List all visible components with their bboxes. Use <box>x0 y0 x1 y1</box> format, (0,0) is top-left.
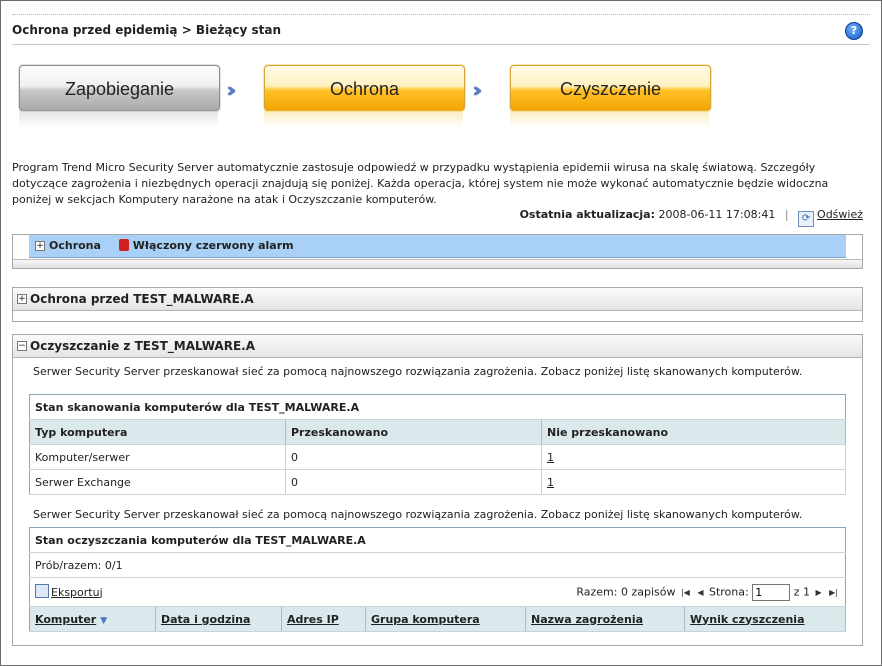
pager <box>576 584 840 601</box>
last-update-value: 2008-06-11 17:08:41 <box>658 208 776 221</box>
prev-page-icon[interactable]: ◀ <box>697 588 704 597</box>
page-input[interactable] <box>752 584 790 601</box>
next-page-icon[interactable]: ▶ <box>815 588 822 597</box>
step-prevention[interactable]: Zapobieganie <box>19 65 220 111</box>
double-chevron-right-icon: ››› <box>226 78 230 102</box>
scan-table-caption: Stan skanowania komputerów dla TEST_MALWARE.A <box>30 395 846 420</box>
column-header-datetime[interactable]: Data i godzina <box>156 607 282 632</box>
panel-protection-against-header[interactable] <box>13 288 862 311</box>
not-scanned-link[interactable]: 1 <box>547 475 554 489</box>
first-page-icon[interactable]: |◀ <box>680 588 690 597</box>
cell-scanned: 0 <box>286 445 542 470</box>
double-chevron-right-icon: ››› <box>472 78 476 102</box>
column-header-computer[interactable]: Komputer ▼ <box>30 607 156 632</box>
separator: | <box>784 208 789 221</box>
column-header: Typ komputera <box>30 420 286 445</box>
panel-protection <box>12 234 863 269</box>
column-header: Nie przeskanowano <box>542 420 846 445</box>
refresh-icon[interactable]: ⟳ <box>798 211 814 227</box>
expand-icon[interactable]: + <box>36 241 44 251</box>
alarm-status: Włączony czerwony alarm <box>132 239 294 252</box>
description-text: Program Trend Micro Security Server automatycznie zastosuje odpowiedź w przypadku wystąpienia epidemii wirusa na skalę światową. Szczegóły dotyczące zagrożenia i niezbędnych operacji znajdują się poniżej. Każda operacja, której system nie może wykonać automatycznie będzie widoczna poniżej w sekcjach Komputery narażone na atak i Oczyszczanie komputerów. <box>12 161 829 206</box>
column-header-group[interactable]: Grupa komputera <box>366 607 526 632</box>
step-cleanup[interactable]: Czyszczenie <box>510 65 711 111</box>
step-protection[interactable]: Ochrona <box>264 65 465 111</box>
scan-message: Serwer Security Server przeskanował sieć za pomocą najnowszego rozwiązania zagrożenia. Zobacz poniżej listę skanowanych komputerów. <box>33 365 803 378</box>
column-header-result[interactable]: Wynik czyszczenia <box>685 607 846 632</box>
refresh-link[interactable]: Odśwież <box>817 208 863 221</box>
panel-protection-against-label: Ochrona przed TEST_MALWARE.A <box>30 292 254 306</box>
step-reflection <box>510 110 709 128</box>
column-header-threat[interactable]: Nazwa zagrożenia <box>526 607 685 632</box>
divider <box>12 14 870 15</box>
table-row <box>30 470 846 495</box>
page-label: Strona: <box>708 585 749 598</box>
cell-computer-type: Komputer/serwer <box>30 445 286 470</box>
panel-cleanup <box>12 334 863 646</box>
attempts-count: Prób/razem: 0/1 <box>30 553 846 578</box>
cell-scanned: 0 <box>286 470 542 495</box>
sort-desc-icon[interactable]: ▼ <box>100 615 108 626</box>
not-scanned-link[interactable]: 1 <box>547 450 554 464</box>
last-update-label: Ostatnia aktualizacja: <box>519 208 655 221</box>
page-title: Ochrona przed epidemią > Bieżący stan <box>12 23 282 37</box>
last-update <box>520 208 863 227</box>
page-total: 1 <box>802 585 810 598</box>
scan-status-table <box>29 394 846 495</box>
page-of: z <box>793 585 800 598</box>
step-reflection <box>264 110 463 128</box>
expand-icon[interactable]: + <box>18 294 26 304</box>
column-header: Przeskanowano <box>286 420 542 445</box>
column-header-ip[interactable]: Adres IP <box>282 607 366 632</box>
clean-status-table <box>29 527 846 632</box>
cell-computer-type: Serwer Exchange <box>30 470 286 495</box>
total-records: Razem: 0 zapisów <box>576 585 676 598</box>
clean-table-caption: Stan oczyszczania komputerów dla TEST_MALWARE.A <box>30 528 846 553</box>
divider <box>12 44 870 45</box>
collapse-icon[interactable]: − <box>18 341 26 351</box>
last-page-icon[interactable]: ▶| <box>829 588 838 597</box>
clean-message: Serwer Security Server przeskanował sieć za pomocą najnowszego rozwiązania zagrożenia. Zobacz poniżej listę skanowanych komputerów. <box>33 508 803 521</box>
export-icon[interactable] <box>35 584 49 598</box>
export-link[interactable]: Eksportuj <box>51 585 103 599</box>
red-alarm-icon <box>119 239 129 251</box>
panel-cleanup-header[interactable] <box>13 335 862 358</box>
panel-protection-header[interactable] <box>29 235 846 258</box>
help-icon[interactable]: ? <box>845 22 863 40</box>
step-reflection <box>19 110 218 128</box>
panel-footer <box>13 259 862 268</box>
table-row <box>30 445 846 470</box>
panel-protection-against <box>12 287 863 322</box>
panel-protection-label: Ochrona <box>49 239 101 252</box>
panel-cleanup-label: Oczyszczanie z TEST_MALWARE.A <box>30 339 255 353</box>
